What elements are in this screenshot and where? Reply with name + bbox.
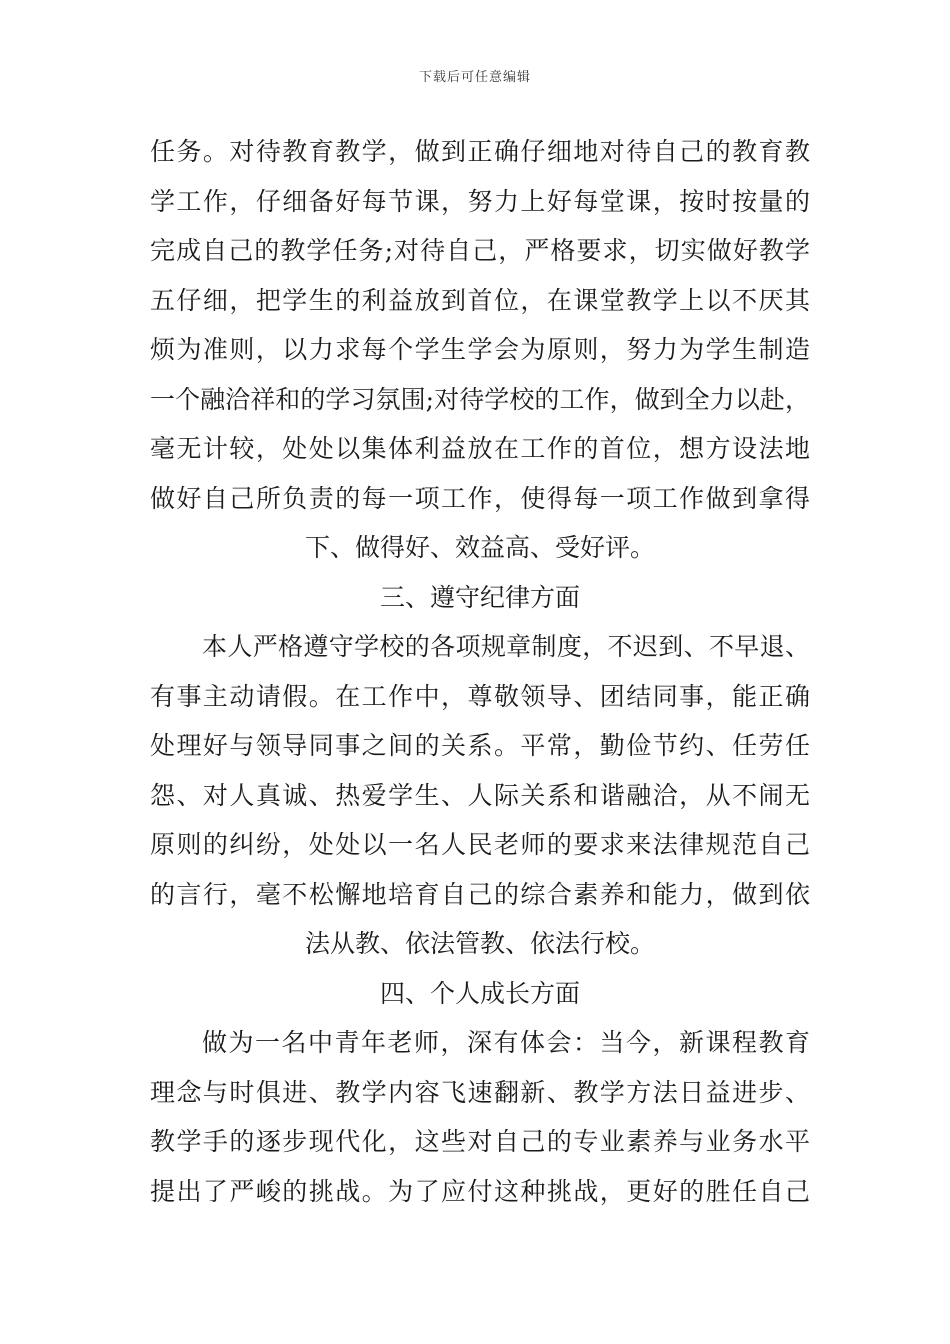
text-line: 下、做得好、效益高、受好评。 xyxy=(304,533,655,562)
section-heading: 三、遵守纪律方面 xyxy=(379,582,580,612)
text-line: 有事主动请假。在工作中，尊敬领导、团结同事，能正确 xyxy=(150,681,810,711)
body-text xyxy=(150,127,810,1216)
section-heading: 四、个人成长方面 xyxy=(379,978,580,1008)
text-line: 提出了严峻的挑战。为了应付这种挑战，更好的胜任自己 xyxy=(150,1176,810,1206)
text-line: 理念与时俱进、教学内容飞速翻新、教学方法日益进步、 xyxy=(150,1077,810,1107)
text-line: 法从教、依法管教、依法行校。 xyxy=(304,929,655,958)
text-line: 处理好与领导同事之间的关系。平常，勤俭节约、任劳任 xyxy=(150,731,810,760)
paragraph-first-line: 本人严格遵守学校的各项规章制度，不迟到、不早退、 xyxy=(202,632,810,661)
text-line: 教学手的逐步现代化，这些对自己的专业素养与业务水平 xyxy=(150,1127,810,1156)
text-line: 毫无计较，处处以集体利益放在工作的首位，想方设法地 xyxy=(150,434,810,463)
paragraph-first-line: 做为一名中青年老师，深有体会：当今，新课程教育 xyxy=(202,1028,810,1057)
text-line: 做好自己所负责的每一项工作，使得每一项工作做到拿得 xyxy=(150,483,810,513)
text-line: 的言行，毫不松懈地培育自己的综合素养和能力，做到依 xyxy=(150,879,810,909)
text-line: 学工作，仔细备好每节课，努力上好每堂课，按时按量的 xyxy=(150,186,810,216)
text-line: 怨、对人真诚、热爱学生、人际关系和谐融洽，从不闹无 xyxy=(150,780,810,810)
text-line: 原则的纠纷，处处以一名人民老师的要求来法律规范自己 xyxy=(150,830,810,859)
page-header: 下载后可任意编辑 xyxy=(418,70,531,85)
text-line: 五仔细，把学生的利益放到首位，在课堂教学上以不厌其 xyxy=(150,285,810,315)
text-line: 完成自己的教学任务;对待自己，严格要求，切实做好教学 xyxy=(150,236,810,265)
text-line: 烦为准则，以力求每个学生学会为原则，努力为学生制造 xyxy=(150,335,810,364)
text-line: 任务。对待教育教学，做到正确仔细地对待自己的教育教 xyxy=(150,137,810,166)
text-line: 一个融洽祥和的学习氛围;对待学校的工作，做到全力以赴， xyxy=(150,384,810,414)
